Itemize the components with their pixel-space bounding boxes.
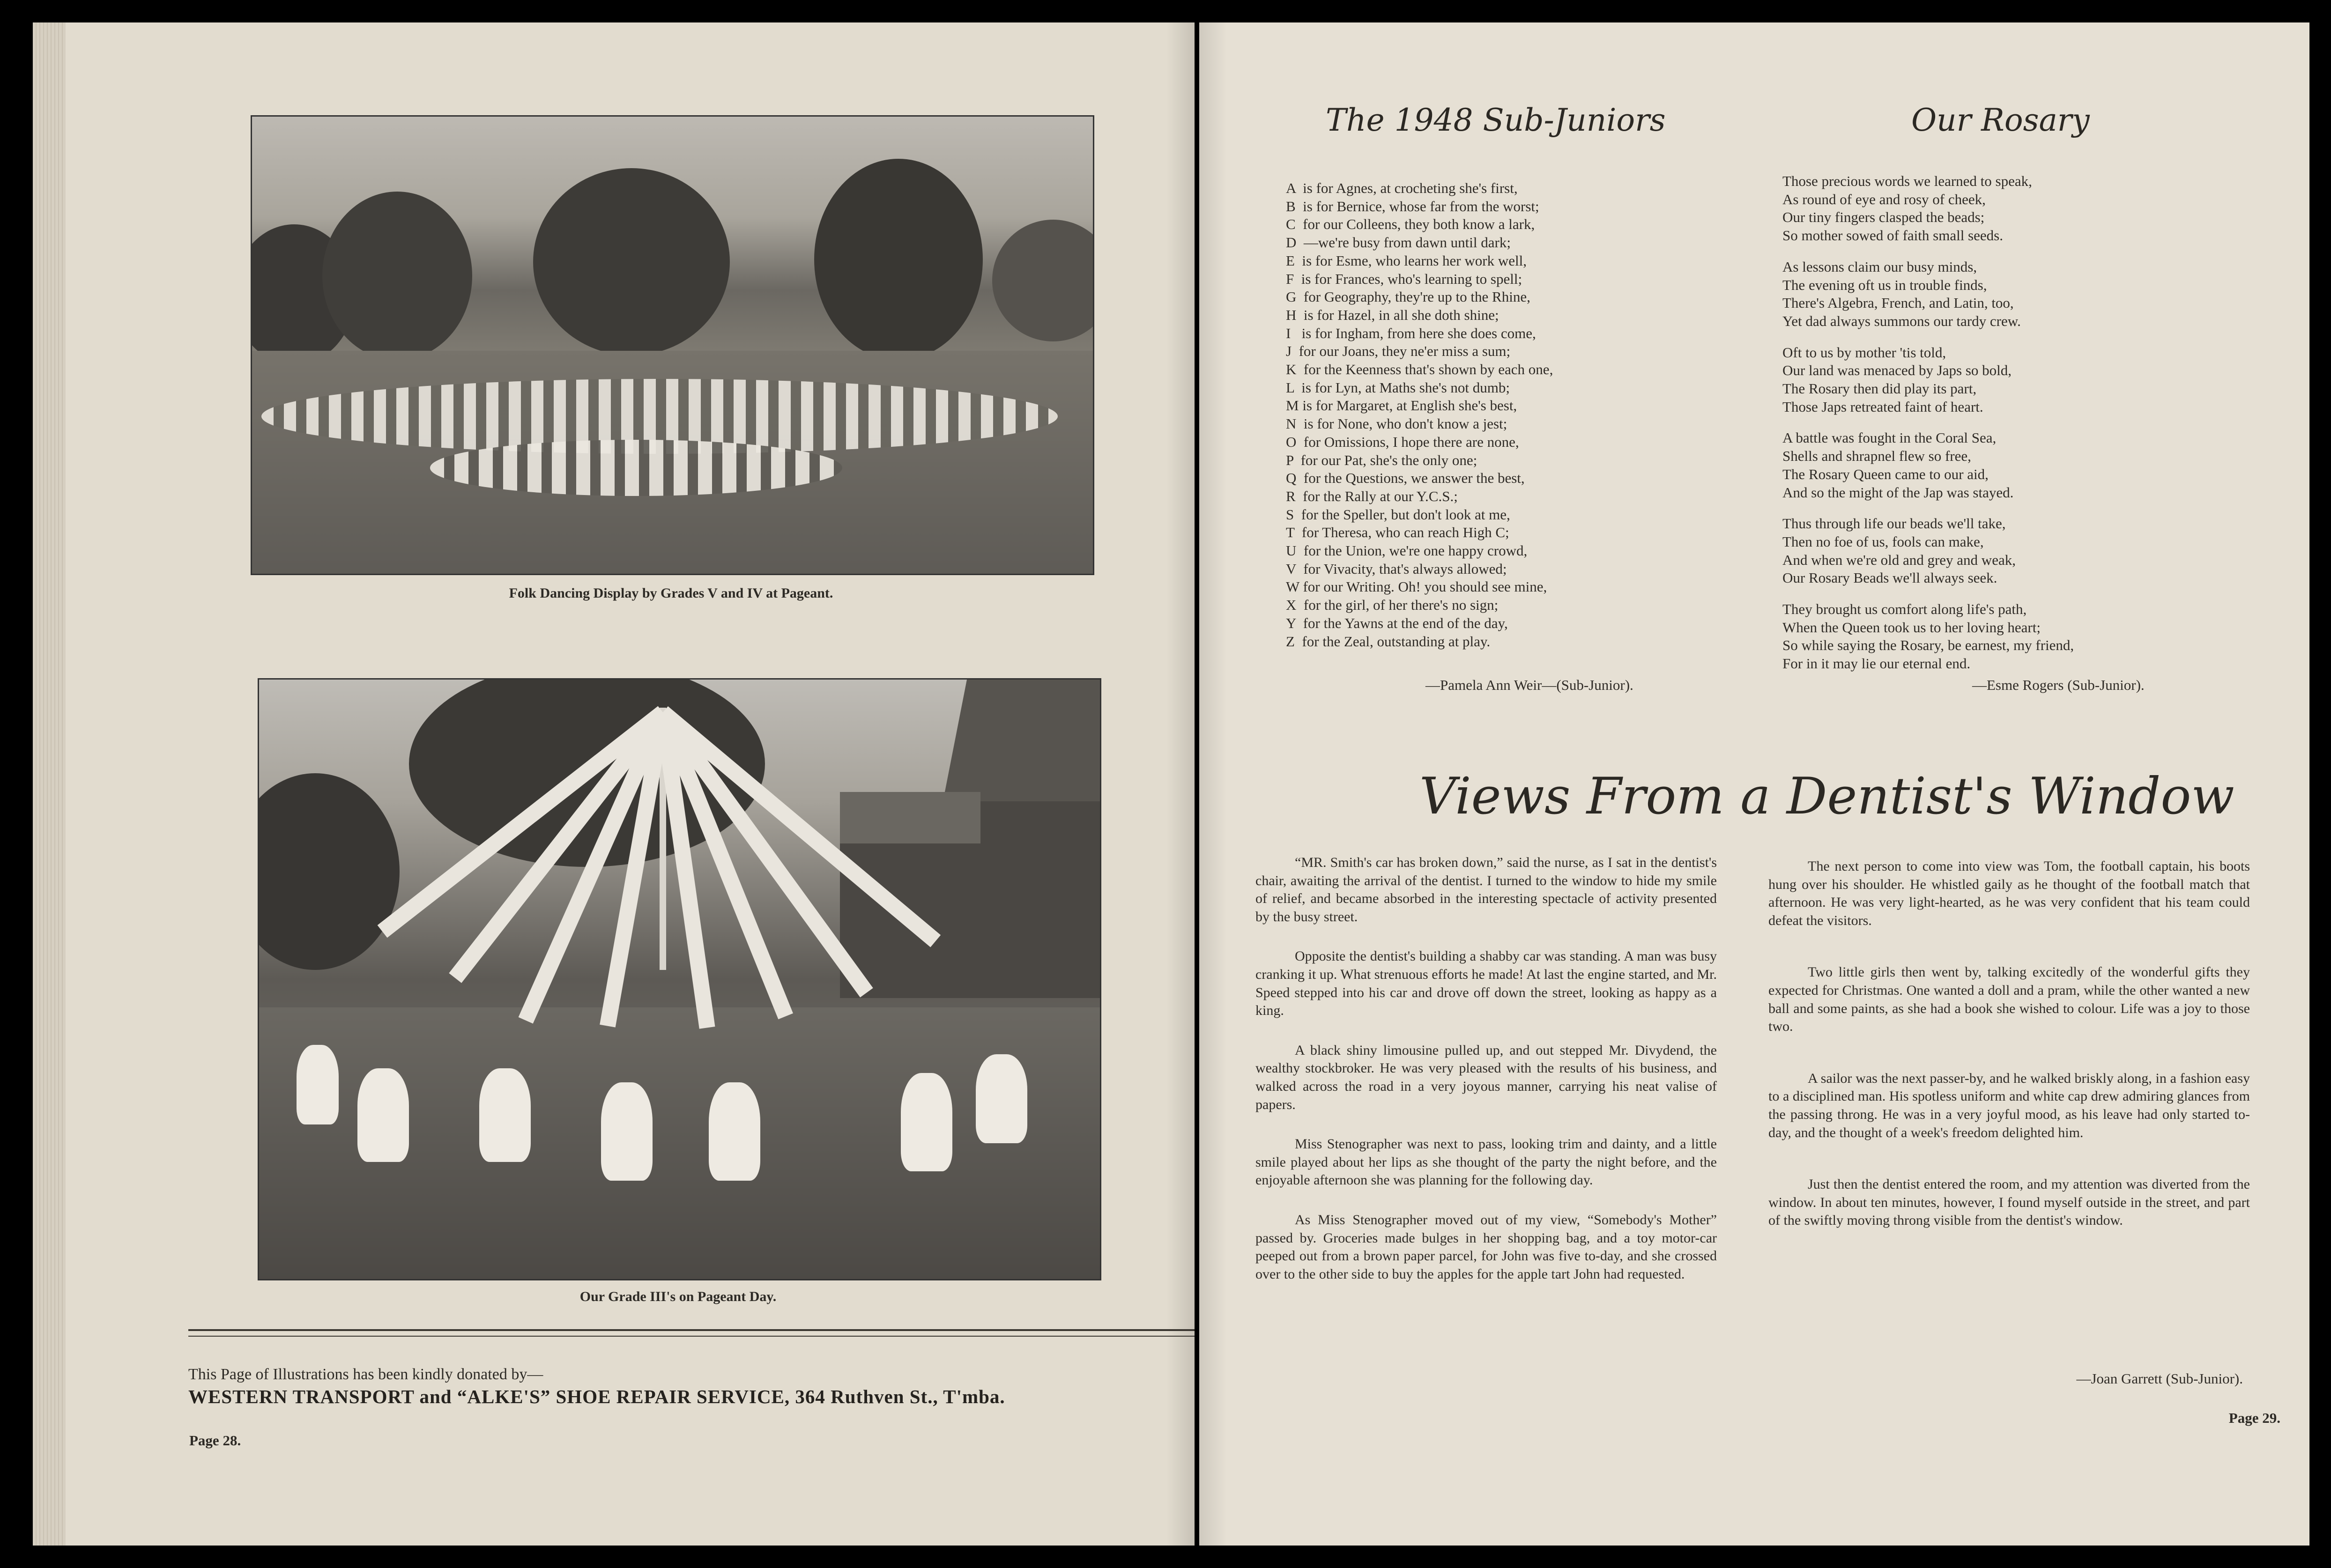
poem2-body: [1782, 172, 2074, 686]
right-page: [1199, 22, 2309, 1546]
tree: [258, 773, 400, 970]
article-author: —Joan Garrett (Sub-Junior).: [2076, 1370, 2243, 1387]
girl-figure: [479, 1068, 531, 1162]
tree: [814, 159, 983, 360]
folk-dancing-photo: [251, 115, 1094, 575]
poem1-line: M is for Margaret, at English she's best,: [1286, 397, 1517, 414]
poem1-author: —Pamela Ann Weir—(Sub-Junior).: [1425, 677, 1633, 693]
tree: [533, 168, 730, 355]
article-paragraph: Opposite the dentist's building a shabby car was standing. A man was busy cranking it up. What strenuous efforts he made! At last the engine started, and Mr. Speed stepped into his car and drove off down the street, looking as happy as a king.: [1255, 948, 1717, 1019]
poem2-line: So mother sowed of faith small seeds.: [1782, 227, 2003, 244]
poem2-author: —Esme Rogers (Sub-Junior).: [1972, 677, 2145, 693]
girl-figure: [709, 1082, 760, 1181]
poem2-stanza: [1782, 515, 2074, 587]
poem2-title: Our Rosary: [1911, 102, 2090, 138]
girl-figure: [901, 1073, 952, 1171]
poem1-line: X for the girl, of her there's no sign;: [1286, 597, 1499, 614]
divider-rule: [188, 1336, 1195, 1337]
article-paragraph: A sailor was the next passer-by, and he walked briskly along, in a fashion easy to a disciplined man. His spotless uniform and white cap drew admiring glances from the passing throng. He was in a very joyful mood, as his leave had only started to-day, and the thought of a week's freedom delighted him.: [1768, 1070, 2250, 1140]
girl-figure: [601, 1082, 653, 1181]
poem1-line: V for Vivacity, that's always allowed;: [1286, 560, 1507, 577]
poem2-line: The evening oft us in trouble finds,: [1782, 276, 1987, 293]
poem2-line: Then no foe of us, fools can make,: [1782, 533, 1984, 550]
porch-roof: [840, 792, 980, 843]
poem2-stanza: [1782, 429, 2074, 502]
poem2-stanza: [1782, 600, 2074, 673]
photo2-caption: Our Grade III's on Pageant Day.: [579, 1289, 777, 1304]
article-paragraph: A black shiny limousine pulled up, and out stepped Mr. Divydend, the wealthy stockbroker. He was very pleased with the results of his business, and walked across the road in a very joyous manner, carrying his neat valise of papers.: [1255, 1042, 1717, 1112]
poem1-line: C for our Colleens, they both know a lark,: [1286, 216, 1535, 233]
poem1-line: S for the Speller, but don't look at me,: [1286, 506, 1510, 523]
poem2-line: As round of eye and rosy of cheek,: [1782, 191, 1986, 207]
girl-figure: [976, 1054, 1027, 1143]
poem1-line: F is for Frances, who's learning to spell;: [1286, 270, 1522, 287]
poem1-line: W for our Writing. Oh! you should see mine,: [1286, 578, 1547, 595]
poem1-body: [1286, 179, 1553, 651]
poem2-line: Our land was menaced by Japs so bold,: [1782, 362, 2012, 379]
poem2-line: Thus through life our beads we'll take,: [1782, 515, 2006, 532]
poem2-line: Shells and shrapnel flew so free,: [1782, 448, 1971, 465]
spine-shadow: [1199, 22, 1227, 1546]
poem1-line: A is for Agnes, at crocheting she's first,: [1286, 180, 1518, 196]
poem1-line: J for our Joans, they ne'er miss a sum;: [1286, 343, 1511, 360]
poem2-line: Yet dad always summons our tardy crew.: [1782, 312, 2021, 329]
page-number-right: Page 29.: [2228, 1410, 2280, 1426]
poem1-line: K for the Keenness that's shown by each one,: [1286, 361, 1553, 378]
poem1-line: I is for Ingham, from here she does come,: [1286, 325, 1536, 341]
poem1-line: Z for the Zeal, outstanding at play.: [1286, 633, 1491, 650]
photo1-caption: Folk Dancing Display by Grades V and IV at Pageant.: [509, 585, 833, 601]
poem1-line: Y for the Yawns at the end of the day,: [1286, 614, 1508, 631]
poem1-line: T for Theresa, who can reach High C;: [1286, 524, 1509, 541]
poem1-line: P for our Pat, she's the only one;: [1286, 451, 1477, 468]
poem2-line: Those precious words we learned to speak,: [1782, 173, 2032, 189]
left-page: [33, 22, 1195, 1546]
poem2-line: Oft to us by mother 'tis told,: [1782, 344, 1946, 361]
poem2-stanza: [1782, 172, 2074, 245]
poem2-line: They brought us comfort along life's path,: [1782, 601, 2027, 618]
article-paragraph: The next person to come into view was Tom, the football captain, his boots hung over his shoulder. He whistled gaily as he thought of the football match that afternoon. He was very light-hearted, as he was very confident that his team could defeat the visitors.: [1768, 858, 2250, 928]
poem1-line: E is for Esme, who learns her work well,: [1286, 252, 1527, 269]
spine-shadow: [1166, 22, 1195, 1546]
poem1-line: U for the Union, we're one happy crowd,: [1286, 542, 1528, 559]
poem2-line: Our Rosary Beads we'll always seek.: [1782, 570, 1997, 586]
poem2-line: So while saying the Rosary, be earnest, my friend,: [1782, 637, 2074, 654]
poem1-line: N is for None, who don't know a jest;: [1286, 415, 1507, 432]
divider-rule: [188, 1329, 1195, 1331]
poem1-line: H is for Hazel, in all she doth shine;: [1286, 306, 1499, 323]
tree: [322, 192, 472, 360]
poem2-line: As lessons claim our busy minds,: [1782, 258, 1977, 275]
page-edge: [33, 22, 66, 1546]
poem2-line: When the Queen took us to her loving heart;: [1782, 619, 2041, 636]
poem1-title: The 1948 Sub-Juniors: [1326, 102, 1666, 138]
poem1-line: O for Omissions, I hope there are none,: [1286, 433, 1519, 450]
poem2-line: And so the might of the Jap was stayed.: [1782, 484, 2014, 501]
sponsor-text: WESTERN TRANSPORT and “ALKE'S” SHOE REPAIR SERVICE, 364 Ruthven St., T'mba.: [188, 1386, 1005, 1407]
girl-figure: [357, 1068, 409, 1162]
poem2-line: Those Japs retreated faint of heart.: [1782, 398, 1983, 415]
donor-text: This Page of Illustrations has been kindly donated by—: [188, 1366, 543, 1383]
poem2-line: The Rosary Queen came to our aid,: [1782, 466, 1989, 482]
poem1-line: B is for Bernice, whose far from the worst;: [1286, 198, 1539, 214]
poem1-line: D —we're busy from dawn until dark;: [1286, 234, 1511, 251]
poem1-line: Q for the Questions, we answer the best,: [1286, 470, 1525, 487]
poem2-line: A battle was fought in the Coral Sea,: [1782, 429, 1997, 446]
maypole-photo: [258, 678, 1101, 1280]
poem2-line: The Rosary then did play its part,: [1782, 380, 1977, 397]
poem2-stanza: [1782, 258, 2074, 331]
article-paragraph: “MR. Smith's car has broken down,” said the nurse, as I sat in the dentist's chair, awaiting the arrival of the dentist. I turned to the window to hide my smile of relief, and became absorbed in the interesting spectacle of activity presented by the busy street.: [1255, 855, 1717, 925]
poem2-line: There's Algebra, French, and Latin, too,: [1782, 295, 2014, 311]
poem1-line: R for the Rally at our Y.C.S.;: [1286, 488, 1458, 504]
poem2-line: And when we're old and grey and weak,: [1782, 551, 2016, 568]
article-paragraph: Just then the dentist entered the room, and my attention was diverted from the window. In about ten minutes, however, I found myself outside in the street, and part of the swiftly moving throng visible from the dentist's window.: [1768, 1176, 2250, 1228]
poem2-line: Our tiny fingers clasped the beads;: [1782, 209, 1985, 226]
house-roof: [943, 680, 1101, 801]
dancers-group: [430, 440, 842, 496]
tree: [992, 220, 1094, 341]
article-paragraph: Two little girls then went by, talking excitedly of the wonderful gifts they expected for Christmas. One wanted a doll and a pram, while the other wanted a new ball and some paints, as she had a book she wished to colour. Life was a joy to those two.: [1768, 964, 2250, 1035]
girl-figure: [297, 1045, 339, 1124]
poem1-line: L is for Lyn, at Maths she's not dumb;: [1286, 379, 1510, 396]
article-column-1: [1255, 854, 1717, 1305]
article-paragraph: Miss Stenographer was next to pass, looking trim and dainty, and a little smile played about her lips as she thought of the party the night before, and the enjoyable afternoon she was planning for the following day.: [1255, 1136, 1717, 1188]
page-number-left: Page 28.: [189, 1432, 241, 1449]
poem2-stanza: [1782, 344, 2074, 416]
poem1-line: G for Geography, they're up to the Rhine,: [1286, 288, 1530, 305]
article-paragraph: As Miss Stenographer moved out of my view, “Somebody's Mother” passed by. Groceries made bulges in her shopping bag, and a toy motor-car peeped out from a brown paper parcel, for John was five to-day, and she crossed over to the other side to buy the apples for the apple tart John had requested.: [1255, 1212, 1717, 1282]
article-column-2: [1768, 858, 2250, 1264]
article-title: Views From a Dentist's Window: [1419, 767, 2234, 826]
poem2-line: For in it may lie our eternal end.: [1782, 655, 1971, 672]
